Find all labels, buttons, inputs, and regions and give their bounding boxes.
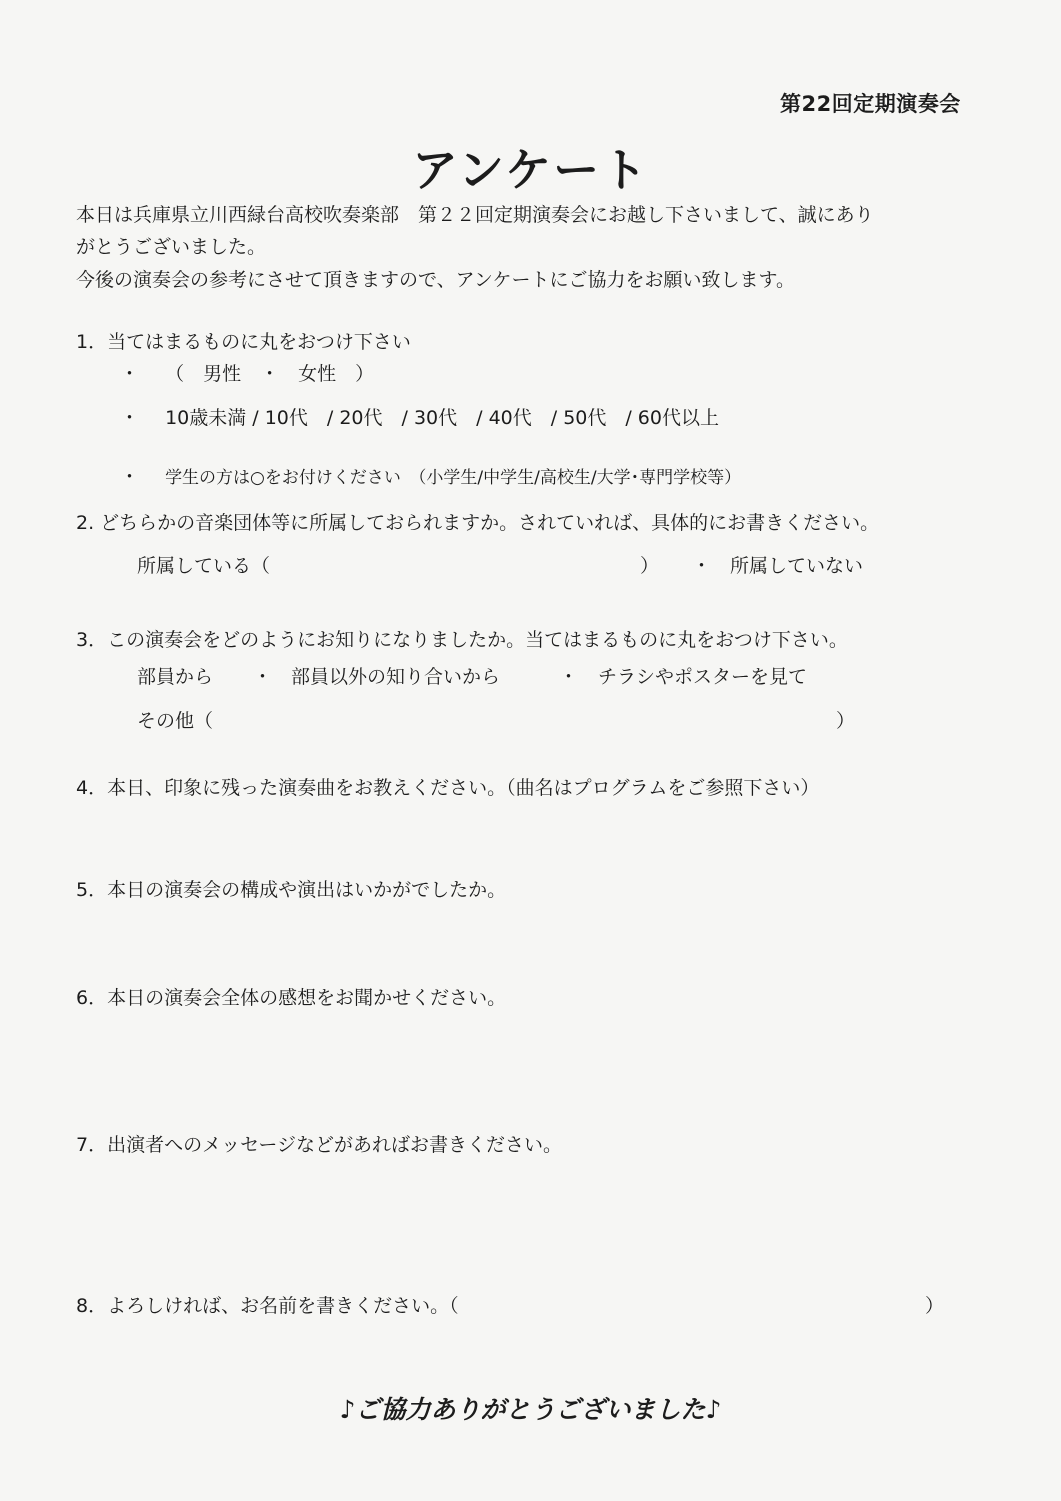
page-title: アンケート [411, 143, 650, 197]
bullet: ・ [120, 466, 140, 488]
footer-thanks: ♪ご協力ありがとうございました♪ [339, 1395, 722, 1424]
q2-option-no[interactable]: 所属していない [730, 555, 864, 577]
q6-question: 6．本日の演奏会全体の感想をお聞かせください。 [76, 987, 507, 1009]
gender-options[interactable]: （ 男性 ・ 女性 ） [165, 363, 375, 385]
intro-line-1: 本日は兵庫県立川西緑台高校吹奏楽部 第２２回定期演奏会にお越し下さいまして、誠にあり [76, 204, 874, 226]
q3-option-members[interactable]: 部員から [137, 666, 214, 688]
q8-question[interactable]: 8．よろしければ、お名前を書きください。（ [76, 1295, 459, 1317]
q2-question: 2. どちらかの音楽団体等に所属しておられますか。されていれば、具体的にお書きください。 [76, 512, 880, 534]
q7-question: 7．出演者へのメッセージなどがあればお書きください。 [76, 1134, 562, 1156]
intro-line-3: 今後の演奏会の参考にさせて頂きますので、アンケートにご協力をお願い致します。 [76, 269, 795, 291]
q8-close-paren: ） [925, 1295, 945, 1317]
event-label: 第22回定期演奏会 [780, 92, 961, 116]
q3-option-acquaintances[interactable]: 部員以外の知り合いから [291, 666, 501, 688]
bullet: ・ [120, 407, 140, 429]
intro-line-2: がとうございました。 [76, 236, 267, 258]
q4-question: 4．本日、印象に残った演奏曲をお教えください。（曲名はプログラムをご参照下さい） [76, 777, 820, 799]
q3-option-flyer[interactable]: チラシやポスターを見て [598, 666, 808, 688]
q2-close-paren: ） [640, 555, 660, 577]
q2-option-yes[interactable]: 所属している（ [137, 555, 271, 577]
q1-age-row [120, 403, 719, 430]
q2-separator: ・ [692, 555, 712, 577]
q3-separator-2: ・ [559, 666, 579, 688]
q1-student-row [120, 462, 741, 489]
q3-separator-1: ・ [253, 666, 273, 688]
q3-question: 3．この演奏会をどのようにお知りになりましたか。当てはまるものに丸をおつけ下さい。 [76, 629, 848, 651]
age-options[interactable]: 10歳未満 / 10代 / 20代 / 30代 / 40代 / 50代 / 60代以上 [165, 407, 719, 429]
q3-close-paren: ） [836, 710, 856, 732]
student-options[interactable]: 学生の方は○をお付けください （小学生/中学生/高校生/大学･専門学校等） [165, 468, 742, 488]
q1-gender-row [120, 359, 374, 386]
q3-option-other[interactable]: その他（ [137, 710, 214, 732]
bullet: ・ [120, 363, 140, 385]
q1-question: 1．当てはまるものに丸をおつけ下さい [76, 331, 411, 353]
q5-question: 5．本日の演奏会の構成や演出はいかがでしたか。 [76, 879, 507, 901]
